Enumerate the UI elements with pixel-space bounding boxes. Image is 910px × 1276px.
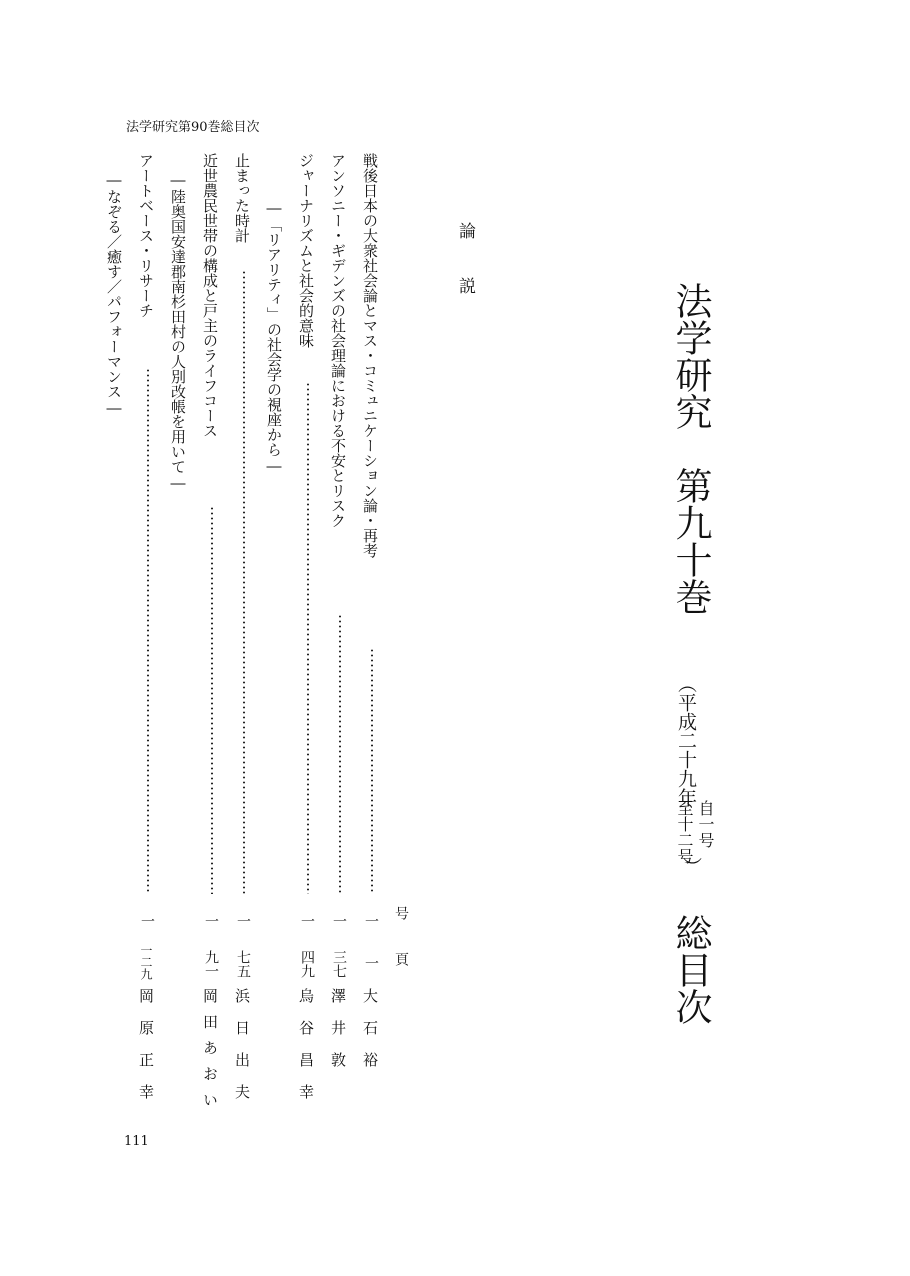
article-subtitle: ―「リアリティ」の社会学の視座から―: [265, 199, 283, 475]
article-title: 止まった時計: [233, 153, 251, 243]
article-title: アートベース・リサーチ: [137, 153, 155, 318]
year-range-open: （平成二十九年: [675, 674, 697, 807]
page-number: 111: [124, 1134, 149, 1149]
running-header: 法学研究第90巻総目次: [126, 120, 260, 135]
year-range-close: ）: [680, 857, 702, 876]
article-issue: 一: [235, 914, 251, 928]
article-author: 岡原正幸: [137, 988, 155, 1116]
article-page: 七五: [235, 950, 251, 978]
article-page: 四九: [299, 950, 315, 978]
article-author: 大石裕: [361, 988, 379, 1084]
article-author: 岡田あおい: [201, 988, 219, 1118]
article-issue: 一: [299, 914, 315, 928]
article-page: 三七: [331, 950, 347, 978]
article-page: 九一: [203, 950, 219, 978]
article-issue: 一: [331, 914, 347, 928]
leader-dots: [242, 270, 246, 894]
page-column-header: 頁: [393, 952, 409, 966]
article-title: 戦後日本の大衆社会論とマス・コミュニケーション論・再考: [361, 153, 379, 558]
article-author: 浜日出夫: [233, 988, 251, 1116]
article-page: 一二九: [139, 944, 153, 980]
article-title: アンソニー・ギデンズの社会理論における不安とリスク: [329, 153, 347, 528]
issue-range-from: 自一号: [696, 800, 715, 848]
article-issue: 一: [363, 914, 379, 928]
issue-range-to: 至十二号: [675, 800, 694, 864]
leader-dots: [306, 382, 310, 894]
article-issue: 一: [203, 914, 219, 928]
article-title: 近世農民世帯の構成と戸主のライフコース: [201, 153, 219, 438]
journal-title: 法学研究 第九十巻: [669, 282, 712, 615]
issue-column-header: 号: [393, 906, 409, 920]
article-author: 烏谷昌幸: [297, 988, 315, 1116]
article-title: ジャーナリズムと社会的意味: [297, 153, 315, 348]
leader-dots: [338, 614, 342, 894]
article-page: 一: [363, 956, 379, 970]
article-issue: 一: [139, 914, 155, 928]
article-subtitle: ―陸奥国安達郡南杉田村の人別改帳を用いて―: [169, 171, 187, 492]
section-label: 論説: [455, 222, 475, 332]
leader-dots: [370, 648, 374, 894]
article-author: 澤井敦: [329, 988, 347, 1084]
toc-title: 総目次: [669, 914, 712, 1025]
leader-dots: [210, 506, 214, 894]
article-subtitle: ―なぞる／癒す／パフォーマンス―: [105, 171, 123, 417]
leader-dots: [146, 368, 150, 894]
